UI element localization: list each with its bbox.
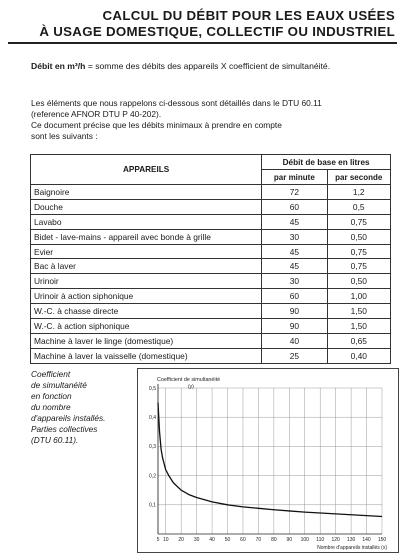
appliance-name: Urinoir xyxy=(31,274,262,289)
appliance-name: Bac à laver xyxy=(31,259,262,274)
x-tick-label: 100 xyxy=(300,537,309,543)
chart-frame xyxy=(138,369,399,553)
flow-per-minute: 30 xyxy=(262,229,327,244)
y-tick-label: 0,2 xyxy=(149,473,156,480)
x-tick-label: 20 xyxy=(178,537,184,543)
flow-per-second: 1,50 xyxy=(327,304,391,319)
caption-line: du nombre xyxy=(31,402,71,412)
flow-per-minute: 40 xyxy=(262,333,327,348)
appliance-name: Evier xyxy=(31,244,262,259)
flow-per-second: 1,00 xyxy=(327,289,391,304)
flow-per-minute: 72 xyxy=(262,185,327,200)
appliance-name: Machine à laver le linge (domestique) xyxy=(31,333,262,348)
flow-per-minute: 45 xyxy=(262,214,327,229)
appliance-name: Machine à laver la vaisselle (domestique) xyxy=(31,348,262,363)
flow-per-second: 0,5 xyxy=(327,199,391,214)
header-appareils: APPAREILS xyxy=(31,155,262,185)
table-row xyxy=(31,274,391,289)
flow-per-second: 0,65 xyxy=(327,333,391,348)
chart-svg xyxy=(137,368,399,553)
x-axis-label: Nombre d'appareils installés (x) xyxy=(317,545,387,551)
appliance-flow-table xyxy=(30,154,391,364)
flow-per-minute: 45 xyxy=(262,244,327,259)
debit-formula: = somme des débits des appareils X coefficient de simultanéité. xyxy=(85,61,331,71)
x-tick-label: 90 xyxy=(286,537,293,543)
table-row xyxy=(31,214,391,229)
header-par-minute: par minute xyxy=(262,170,327,185)
caption-line: en fonction xyxy=(31,391,72,401)
flow-per-minute: 60 xyxy=(262,289,327,304)
table-row xyxy=(31,319,391,334)
intro-line: (reference AFNOR DTU P 40-202). xyxy=(31,109,162,119)
table-row xyxy=(31,333,391,348)
x-tick-label: 30 xyxy=(193,537,200,543)
caption-line: d'appareils installés. xyxy=(31,413,106,423)
flow-per-second: 0,50 xyxy=(327,229,391,244)
page-title-line2: À USAGE DOMESTIQUE, COLLECTIF OU INDUSTRIEL xyxy=(39,24,395,39)
flow-per-second: 0,75 xyxy=(327,244,391,259)
caption-line: Coefficient xyxy=(31,369,71,379)
flow-per-second: 0,75 xyxy=(327,214,391,229)
x-tick-label: 140 xyxy=(362,537,371,543)
flow-per-second: 0,40 xyxy=(327,348,391,363)
appliance-name: Bidet - lave-mains - appareil avec bonde à grille xyxy=(31,229,262,244)
intro-line: sont les suivants : xyxy=(31,131,98,141)
intro-paragraph xyxy=(31,98,391,142)
x-tick-label: 70 xyxy=(255,537,262,543)
flow-per-second: 0,50 xyxy=(327,274,391,289)
x-tick-label: 80 xyxy=(271,537,277,543)
x-tick-label: 60 xyxy=(240,537,246,543)
header-debit-base: Débit de base en litres xyxy=(262,155,391,170)
header-par-seconde: par seconde xyxy=(327,170,391,185)
table-row xyxy=(31,199,391,214)
flow-per-second: 0,75 xyxy=(327,259,391,274)
appliance-name: Lavabo xyxy=(31,214,262,229)
x-tick-label: 130 xyxy=(346,537,356,543)
x-tick-label: 150 xyxy=(377,537,387,543)
page-title-line1: CALCUL DU DÉBIT POUR LES EAUX USÉES xyxy=(102,8,395,23)
flow-per-second: 1,50 xyxy=(327,319,391,334)
table-row xyxy=(31,259,391,274)
table-row xyxy=(31,289,391,304)
chart-caption xyxy=(31,369,139,446)
debit-term: Débit en m³/h xyxy=(31,61,86,71)
flow-per-minute: 30 xyxy=(262,274,327,289)
table-row xyxy=(31,185,391,200)
flow-per-minute: 45 xyxy=(262,259,327,274)
flow-per-minute: 25 xyxy=(262,348,327,363)
table-row xyxy=(31,229,391,244)
y-tick-label: 0,5 xyxy=(149,385,156,392)
flow-per-minute: 90 xyxy=(262,319,327,334)
flow-per-minute: 60 xyxy=(262,199,327,214)
appliance-name: Urinoir à action siphonique xyxy=(31,289,262,304)
simultaneity-chart xyxy=(137,368,399,553)
x-tick-label: 40 xyxy=(209,537,215,543)
x-tick-label: 10 xyxy=(162,537,169,543)
appliance-name: W.-C. à action siphonique xyxy=(31,319,262,334)
intro-line: Les éléments que nous rappelons ci-dessous sont détaillés dans le DTU 60.11 xyxy=(31,98,322,108)
flow-per-second: 1,2 xyxy=(327,185,391,200)
caption-line: Parties collectives xyxy=(31,424,98,434)
y-tick-label: 0,1 xyxy=(149,502,156,509)
chart-title: Coefficient de simultanéité xyxy=(157,377,221,383)
intro-line: Ce document précise que les débits minimaux à prendre en compte xyxy=(31,120,282,130)
x-tick-label: 110 xyxy=(316,537,325,543)
debit-definition xyxy=(31,61,330,71)
caption-line: (DTU 60.11). xyxy=(31,435,79,445)
flow-per-minute: 90 xyxy=(262,304,327,319)
x-tick-label: 5 xyxy=(156,537,160,543)
table-row xyxy=(31,244,391,259)
y-axis-label: (y) xyxy=(188,384,194,390)
x-tick-label: 120 xyxy=(331,537,340,543)
y-tick-label: 0,4 xyxy=(149,415,156,421)
caption-line: de simultanéité xyxy=(31,380,87,390)
appliance-name: Baignoire xyxy=(31,185,262,200)
appliance-name: Douche xyxy=(31,199,262,214)
appliance-name: W.-C. à chasse directe xyxy=(31,304,262,319)
title-underline xyxy=(8,42,397,44)
y-tick-label: 0,3 xyxy=(149,444,156,451)
x-tick-label: 50 xyxy=(224,537,231,543)
table-row xyxy=(31,304,391,319)
table-row xyxy=(31,348,391,363)
